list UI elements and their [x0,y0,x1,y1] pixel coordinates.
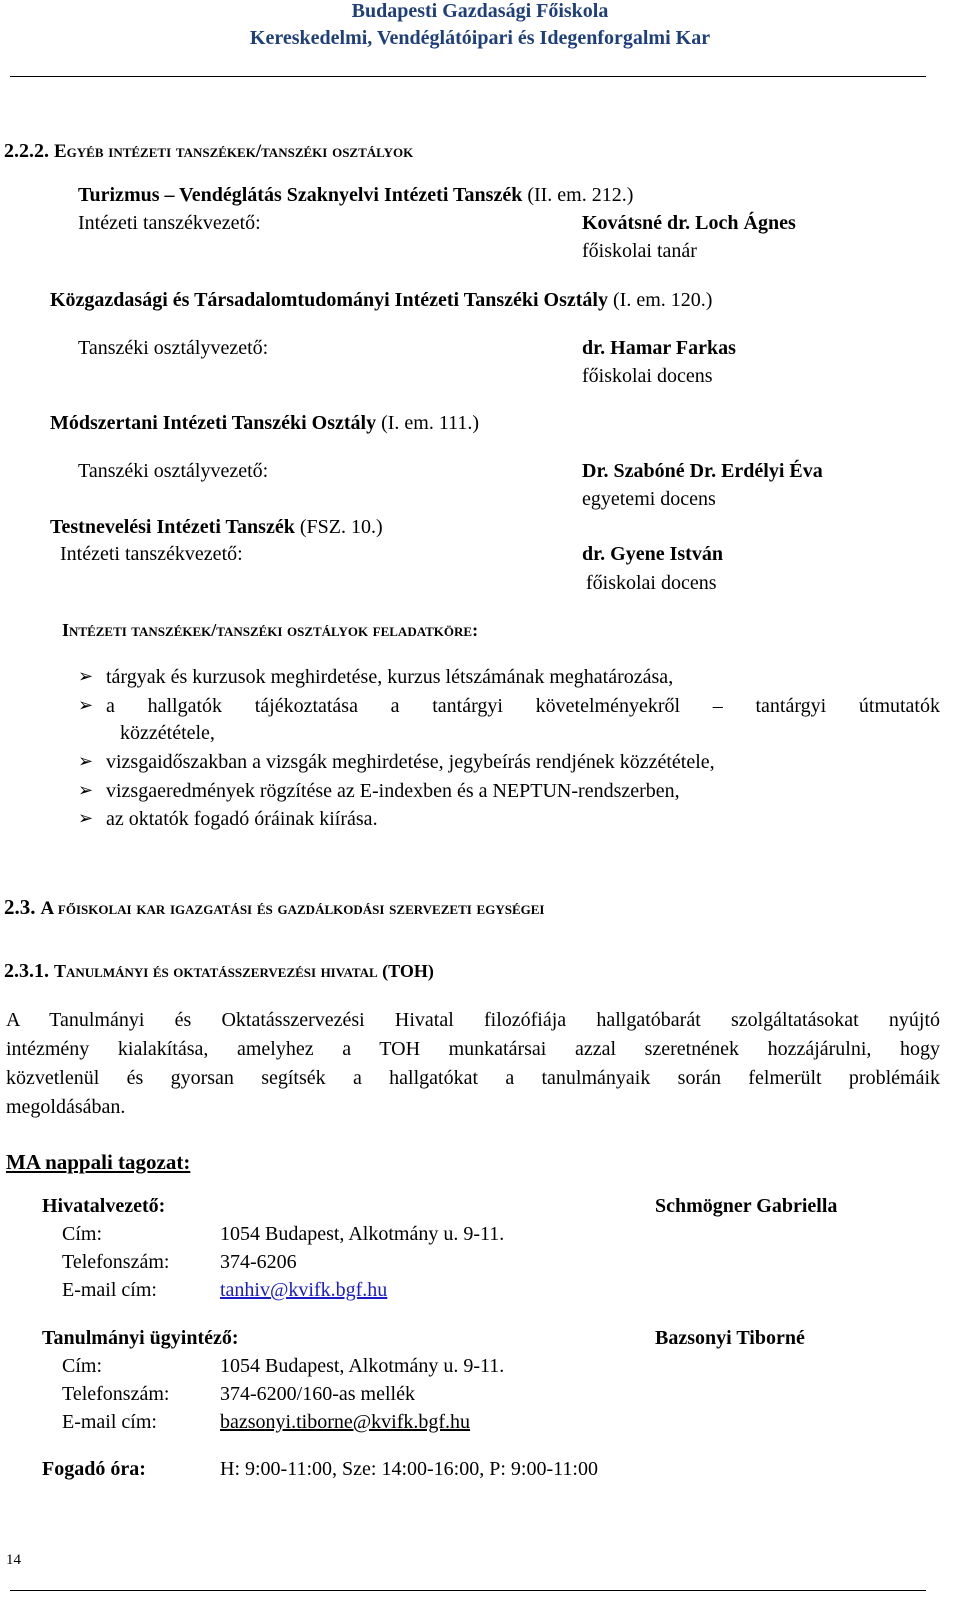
header-divider [10,76,926,77]
ma-heading: MA nappali tagozat: [6,1150,191,1174]
admin-phone-label: Telefonszám: [62,1383,170,1405]
arrow-bullet-icon: ➢ [78,695,94,716]
unit-4-room-sc: FSZ [306,516,341,538]
admin-addr: 1054 Budapest, Alkotmány u. 9-11. [220,1355,505,1377]
unit-3-title [50,412,479,435]
section-23-title: A főiskolai kar igazgatási és gazdálkodási szervezeti egységei [40,898,545,919]
intro-line-2: intézmény kialakítása, amelyhez a TOH munkatársai azzal szeretnének hozzájárulni, hogy [6,1038,940,1060]
admin-phone: 374-6200/160-as mellék [220,1383,415,1405]
section-222-title: Egyéb intézeti tanszékek/tanszéki osztályok [54,141,414,162]
unit-3-person: Dr. Szabóné Dr. Erdélyi Éva [582,460,823,482]
duties-item-1: tárgyak és kurzusok meghirdetése, kurzus létszámának meghatározása, [106,666,674,688]
unit-2-room: (I. em. 120.) [613,289,713,311]
footer-divider [10,1590,926,1591]
header-institution: Budapesti Gazdasági Főiskola [351,0,609,22]
unit-1-name: Turizmus – Vendéglátás Szaknyelvi Intézeti Tanszék [78,184,523,206]
unit-1-room: (II. em. 212.) [527,184,634,206]
duties-item-3: vizsgaidőszakban a vizsgák meghirdetése, jegybeírás rendjének közzététele, [106,751,715,773]
duties-item-2-cont: közzététele, [120,722,215,744]
admin-email[interactable]: bazsonyi.tiborne@kvifk.bgf.hu [220,1411,471,1433]
unit-4-position: főiskolai docens [586,572,717,594]
office-head-addr: 1054 Budapest, Alkotmány u. 9-11. [220,1223,505,1245]
arrow-bullet-icon: ➢ [78,666,94,687]
section-231-title: Tanulmányi és oktatásszervezési hivatal (TOH) [54,961,434,981]
unit-1-position: főiskolai tanár [582,240,697,262]
section-23-number: 2.3. [4,895,36,919]
unit-4-role: Intézeti tanszékvezető: [60,543,243,565]
admin-addr-label: Cím: [62,1355,103,1377]
unit-2-position: főiskolai docens [582,365,713,387]
section-23-heading [4,895,544,920]
unit-3-position: egyetemi docens [582,488,716,510]
admin-email-label: E-mail cím: [62,1411,157,1433]
office-hours-label: Fogadó óra: [42,1458,146,1480]
unit-4-room-prefix: ( [299,516,307,538]
header-faculty: Kereskedelmi, Vendéglátóipari és Idegenforgalmi Kar [249,27,711,49]
unit-1-title [78,184,633,207]
section-231-number: 2.3.1. [4,960,49,982]
section-231-heading [4,960,434,983]
page-number: 14 [6,1552,21,1568]
unit-3-room: (I. em. 111.) [381,412,480,434]
duties-item-5: az oktatók fogadó óráinak kiírása. [106,808,378,830]
intro-line-3: közvetlenül és gyorsan segítsék a hallgatókat a tanulmányaik során felmerült problémáik [6,1067,940,1089]
office-head-email-link[interactable]: tanhiv@kvifk.bgf.hu [220,1279,388,1301]
unit-2-role: Tanszéki osztályvezető: [78,337,269,359]
admin-name: Bazsonyi Tiborné [655,1327,805,1349]
unit-4-title [50,516,383,539]
office-head-phone-label: Telefonszám: [62,1251,170,1273]
arrow-bullet-icon: ➢ [78,751,94,772]
unit-3-name: Módszertani Intézeti Tanszéki Osztály [50,412,377,434]
unit-4-name: Testnevelési Intézeti Tanszék [50,516,295,538]
duties-item-4: vizsgaeredmények rögzítése az E-indexben és a NEPTUN-rendszerben, [106,780,680,802]
section-222-number: 2.2.2. [4,140,49,162]
unit-1-person: Kovátsné dr. Loch Ágnes [582,212,796,234]
unit-4-room-suffix: . 10.) [340,516,383,538]
admin-role: Tanulmányi ügyintéző: [42,1327,239,1349]
arrow-bullet-icon: ➢ [78,808,94,829]
unit-4-person: dr. Gyene István [582,543,723,565]
intro-line-1: A Tanulmányi és Oktatásszervezési Hivatal filozófiája hallgatóbarát szolgáltatásokat nyújtó [6,1009,940,1031]
arrow-bullet-icon: ➢ [78,780,94,801]
office-head-name: Schmögner Gabriella [655,1195,838,1217]
unit-2-person: dr. Hamar Farkas [582,337,736,359]
office-hours-value: H: 9:00-11:00, Sze: 14:00-16:00, P: 9:00-11:00 [220,1458,598,1480]
office-head-role: Hivatalvezető: [42,1195,166,1217]
section-222-heading [4,140,413,163]
office-head-phone: 374-6206 [220,1251,297,1273]
duties-item-2: a hallgatók tájékoztatása a tantárgyi követelményekről – tantárgyi útmutatók [106,695,940,717]
unit-2-title [50,289,712,312]
office-head-addr-label: Cím: [62,1223,103,1245]
unit-1-role: Intézeti tanszékvezető: [78,212,261,234]
intro-line-4: megoldásában. [6,1096,126,1118]
duties-title: Intézeti tanszékek/tanszéki osztályok feladatköre: [62,620,479,640]
unit-3-role: Tanszéki osztályvezető: [78,460,269,482]
office-head-email-label: E-mail cím: [62,1279,157,1301]
unit-2-name: Közgazdasági és Társadalomtudományi Intézeti Tanszéki Osztály [50,289,608,311]
